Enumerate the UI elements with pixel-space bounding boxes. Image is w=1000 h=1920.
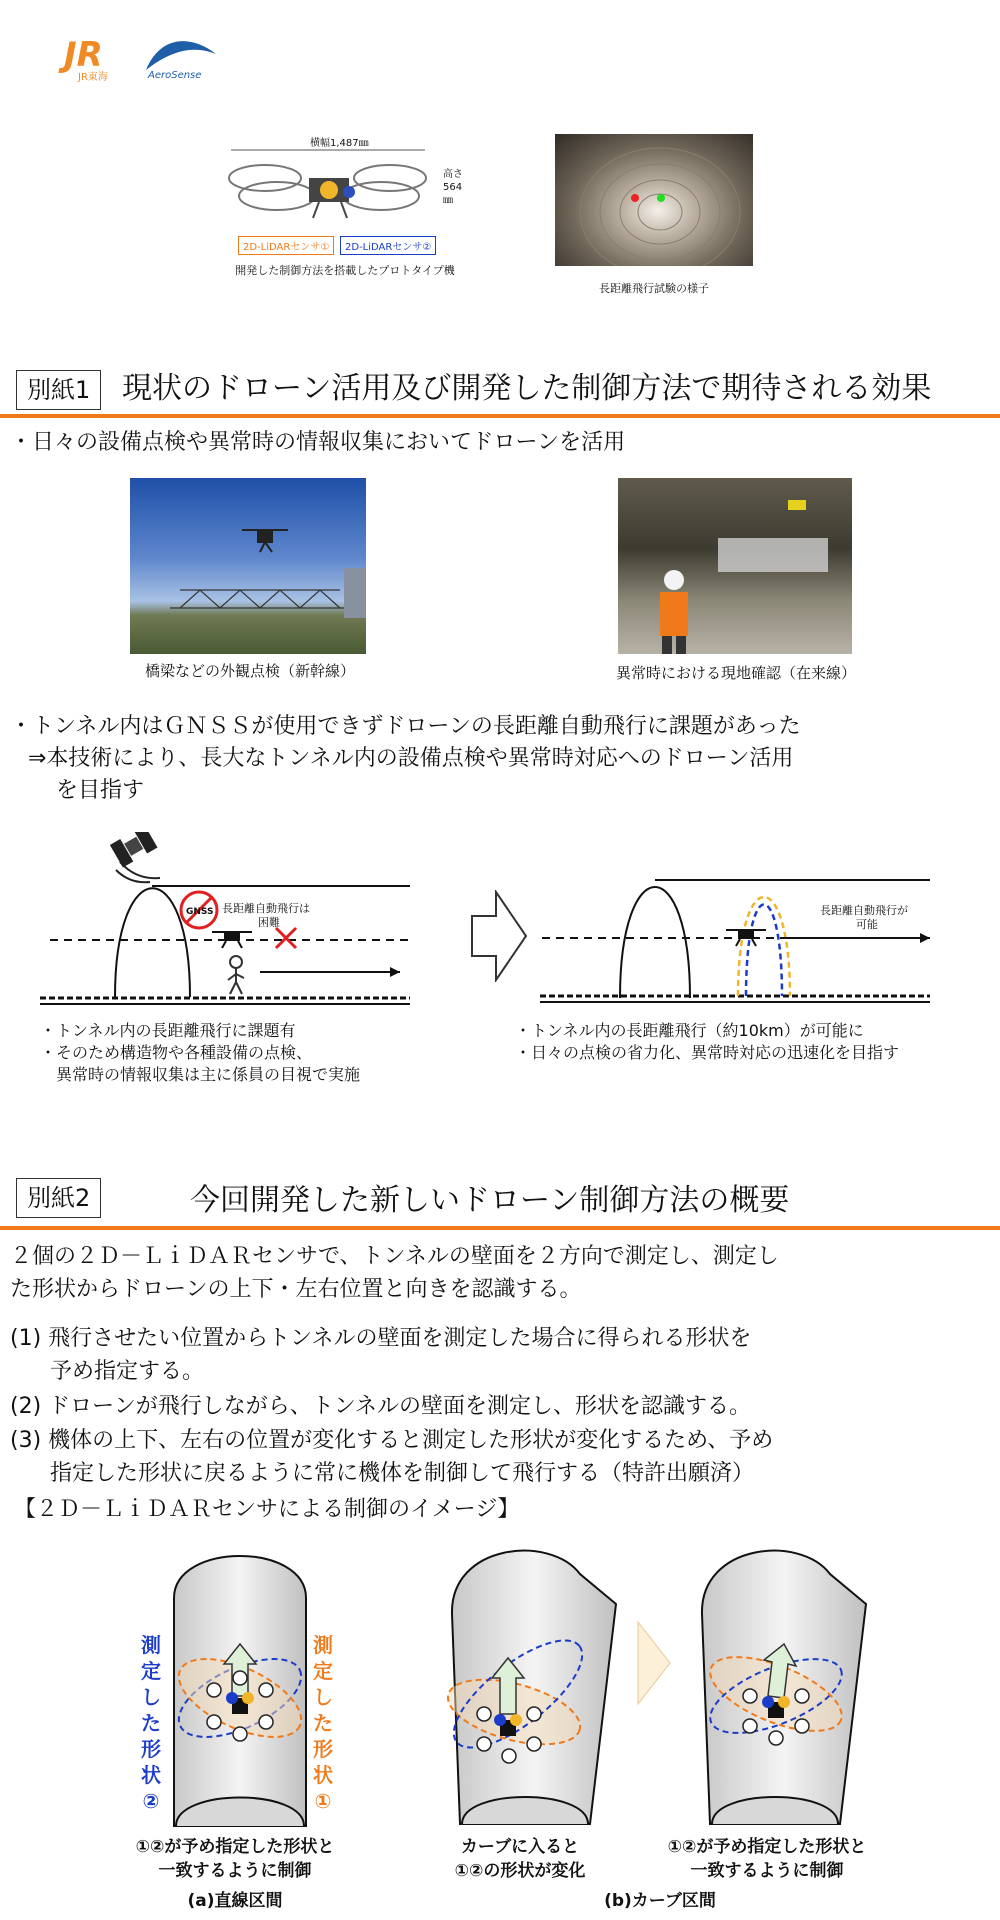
caption-a-line2: 一致するように制御 [158,1861,312,1881]
left-diagram-label-l1: 長距離自動飛行は [222,902,310,915]
step1-line1: (1) 飛行させたい位置からトンネルの壁面を測定した場合に得られる形状を [10,1326,752,1351]
section2-rule [0,1226,1000,1230]
fail-x-icon [276,928,296,948]
field-check-photo [618,478,852,654]
right-vertical-char: 形 [313,1737,333,1761]
section2-title: 今回開発した新しいドローン制御方法の概要 [190,1183,790,1218]
right-vertical-char: し [313,1685,333,1709]
caption-curve-line2: ①②の形状が変化 [454,1861,586,1881]
straight-section-diagram [170,1538,310,1828]
left-diagram-label-l2: 困難 [258,916,280,929]
bridge-inspection-photo [130,478,366,654]
sensor2-label: 2D-LiDARセンサ② [340,236,436,255]
left-note-1: ・トンネル内の長距離飛行に課題有 [40,1021,296,1040]
section1-bullet1: ・日々の設備点検や異常時の情報収集においてドローンを活用 [10,430,626,455]
left-vertical-char: し [141,1685,161,1709]
field-worker-icon [618,478,852,654]
caption-curve-line1: カーブに入ると [460,1837,580,1857]
left-vertical-char: 定 [141,1659,161,1683]
right-vertical-char: た [313,1711,333,1735]
label-a: (a)直線区間 [187,1891,283,1911]
curve-transition-chevron-icon [636,1620,672,1706]
prototype-drone-illustration [225,148,435,234]
jr-logo-mark: JR [64,35,103,75]
walking-worker-icon [228,956,244,994]
right-vertical-char: 状 [313,1763,333,1787]
section1-bullet2-line1: ・トンネル内はＧＮＳＳが使用できずドローンの長距離自動飛行に課題があった [10,714,801,739]
right-diagram-label-l1: 長距離自動飛行が [820,904,908,917]
caption-a-line1: ①②が予め指定した形状と [135,1837,335,1857]
step3-line2: 指定した形状に戻るように常に機体を制御して飛行する（特許出願済） [50,1461,755,1486]
aerosense-logo-wing-icon [140,32,220,72]
right-vertical-label [310,1632,336,1814]
drone-height-label: 高さ 564 ㎜ [443,169,463,206]
right-diagram-label-l2: 可能 [856,918,878,931]
drone-width-label: 横幅1,487㎜ [310,138,369,149]
drone-caption: 開発した制御方法を搭載したプロトタイプ機 [235,264,455,277]
satellite-icon [110,832,158,868]
right-note-2: ・日々の点検の省力化、異常時対応の迅速化を目指す [515,1043,900,1062]
curve-corrected-diagram [690,1534,870,1828]
left-tunnel-diagram [40,832,420,1012]
label-b: (b)カーブ区間 [604,1891,716,1911]
step2: (2) ドローンが飛行しながら、トンネルの壁面を測定し、形状を認識する。 [10,1394,752,1419]
left-note-3: 異常時の情報収集は主に係員の目視で実施 [56,1065,361,1084]
tunnel-test-photo [555,134,753,266]
left-vertical-char: ② [142,1789,160,1813]
left-vertical-char: た [141,1711,161,1735]
right-vertical-char: 測 [313,1633,333,1657]
jr-logo [64,35,134,83]
transition-arrow-icon [470,890,530,982]
left-vertical-char: 状 [141,1763,161,1787]
jr-logo-sub: JR東海 [78,72,108,83]
right-drone-icon [726,930,766,946]
section1-bullet2-line3: を目指す [56,778,145,803]
right-tunnel-diagram [540,860,940,1010]
section1-bullet2-line2: ⇒本技術により、長大なトンネル内の設備点検や異常時対応へのドローン活用 [28,746,794,771]
bridge-drone-icon [130,478,366,654]
section1-rule [0,414,1000,418]
left-vertical-label [138,1632,164,1814]
photo1-caption: 橋梁などの外観点検（新幹線） [144,662,355,680]
left-vertical-char: 形 [141,1737,161,1761]
caption-b-line1: ①②が予め指定した形状と [667,1837,867,1857]
sensor1-label: 2D-LiDARセンサ① [238,236,334,255]
intro-line2: た形状からドローンの上下・左右位置と向きを認識する。 [10,1277,582,1302]
left-vertical-char: 測 [141,1633,161,1657]
tunnel-rings-icon [555,134,753,266]
gnss-label: GNSS [186,907,214,917]
section1-box: 別紙1 [16,370,101,410]
step1-line2: 予め指定する。 [50,1359,205,1384]
step3-line1: (3) 機体の上下、左右の位置が変化すると測定した形状が変化するため、予め [10,1428,774,1453]
right-note-1: ・トンネル内の長距離飛行（約10km）が可能に [515,1021,864,1040]
photo2-caption: 異常時における現地確認（在来線） [615,664,856,682]
left-note-2: ・そのため構造物や各種設備の点検、 [40,1043,313,1062]
intro-line1: ２個の２Ｄ－ＬｉＤＡＲセンサで、トンネルの壁面を２方向で測定し、測定し [10,1244,779,1269]
section2-box: 別紙2 [16,1178,101,1218]
caption-b-line2: 一致するように制御 [690,1861,844,1881]
image-title: 【２Ｄ－ＬｉＤＡＲセンサによる制御のイメージ】 [14,1497,520,1522]
section1-title: 現状のドローン活用及び開発した制御方法で期待される効果 [122,371,932,406]
aerosense-logo-text: AeroSense [148,70,202,81]
aerosense-logo [140,32,220,84]
right-vertical-char: ① [314,1789,332,1813]
right-vertical-char: 定 [313,1659,333,1683]
curve-entering-diagram [440,1534,620,1828]
tunnel-caption: 長距離飛行試験の様子 [599,282,709,295]
